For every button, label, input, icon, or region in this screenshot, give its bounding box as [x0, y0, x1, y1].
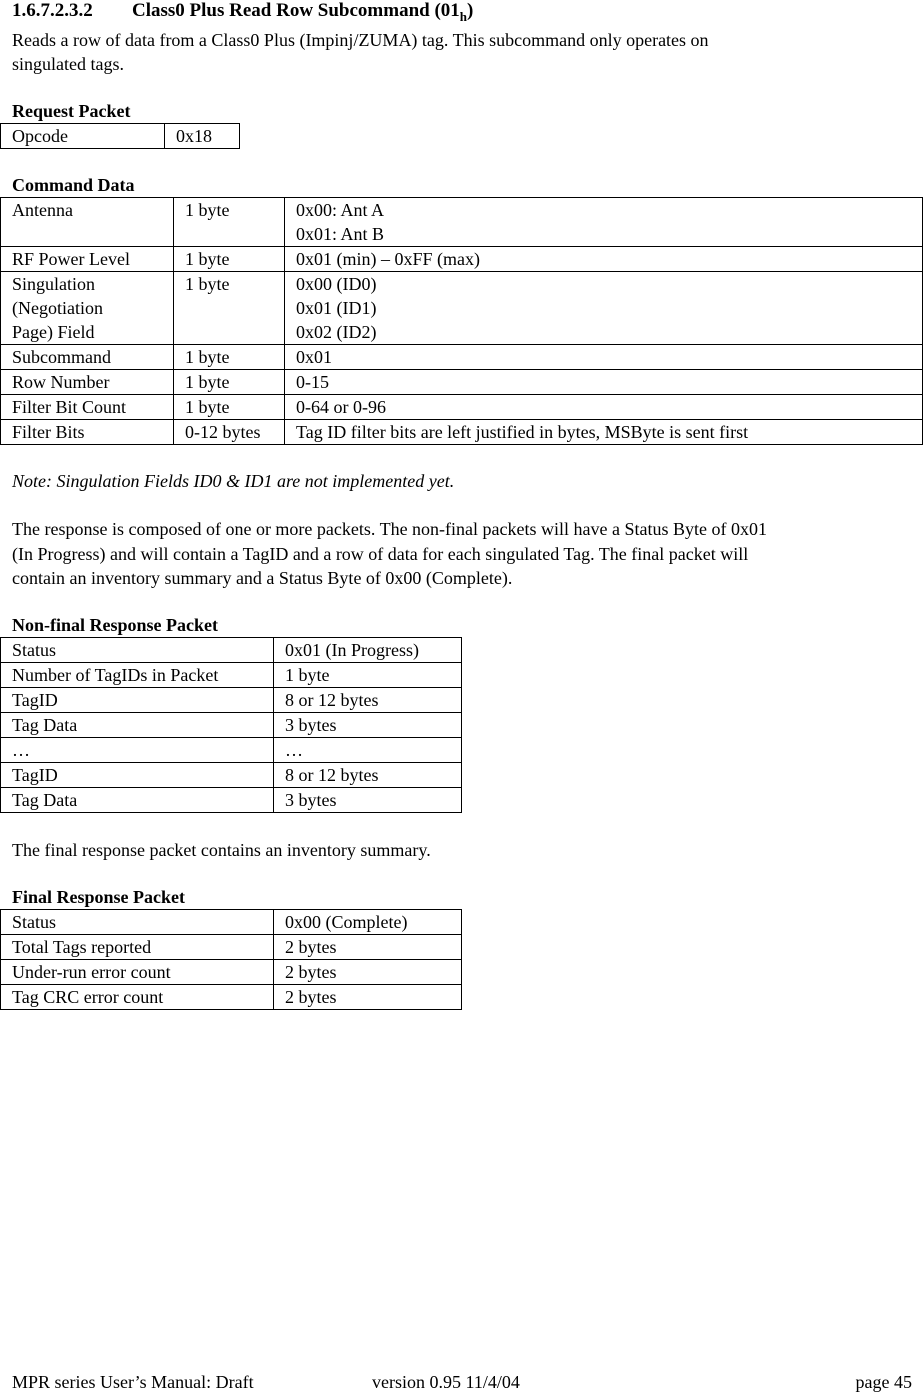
cell-line: Filter Bit Count [12, 397, 127, 417]
cell-line: 0x01: Ant B [296, 224, 385, 244]
cell-line: 0x00: Ant A [296, 200, 385, 220]
intro-line-1: Reads a row of data from a Class0 Plus (Impinj/ZUMA) tag. This subcommand only operates on [12, 30, 709, 50]
nonfinal-packet-table [0, 637, 462, 813]
cell-line: Page) Field [12, 322, 95, 342]
final-response-text: The final response packet contains an inventory summary. [12, 840, 431, 860]
cell-line: Singulation [12, 274, 96, 294]
cell-line: Filter Bits [12, 422, 85, 442]
cell-line: 0x02 (ID2) [296, 322, 377, 342]
cell-line: (Negotiation [12, 298, 103, 318]
table-cell: Total Tags reported [1, 935, 274, 960]
table-row [1, 788, 462, 813]
table-cell: 3 bytes [274, 713, 462, 738]
table-cell [1, 247, 174, 272]
cell-line: 0x00 (ID0) [296, 274, 377, 294]
table-row [1, 935, 462, 960]
cell-line: Tag ID filter bits are left justified in bytes, MSByte is sent first [296, 422, 749, 442]
table-cell: Status [1, 638, 274, 663]
nonfinal-packet-label: Non-final Response Packet [12, 615, 218, 635]
page-footer [12, 1370, 912, 1394]
table-cell [285, 420, 923, 445]
table-cell: 0x00 (Complete) [274, 910, 462, 935]
cell-line: 0x01 [296, 347, 332, 367]
section-title-subscript: h [459, 8, 468, 24]
cell-line: 0-15 [296, 372, 329, 392]
table-cell: 1 byte [174, 395, 285, 420]
footer-manual-title: MPR series User’s Manual: Draft [12, 1372, 254, 1392]
cell-line: 0-64 or 0-96 [296, 397, 386, 417]
cell-line: 0x01 (min) – 0xFF (max) [296, 249, 480, 269]
table-cell [285, 198, 923, 247]
response-text-line-1: The response is composed of one or more packets. The non-final packets will have a Status Byte of 0x01 [12, 519, 767, 539]
response-text-line-2: (In Progress) and will contain a TagID and a row of data for each singulated Tag. The final packet will [12, 544, 749, 564]
table-cell: Tag CRC error count [1, 985, 274, 1010]
table-cell: … [1, 738, 274, 763]
table-cell [285, 395, 923, 420]
table-cell: 1 byte [274, 663, 462, 688]
section-heading [12, 0, 473, 24]
cell-line: Row Number [12, 372, 110, 392]
table-cell: 2 bytes [274, 960, 462, 985]
table-row [1, 272, 923, 345]
table-cell: 0x01 (In Progress) [274, 638, 462, 663]
table-cell: TagID [1, 688, 274, 713]
intro-line-2: singulated tags. [12, 54, 124, 74]
section-title: Class0 Plus Read Row Subcommand (01 [132, 0, 460, 21]
table-cell: 1 byte [174, 198, 285, 247]
table-row [1, 638, 462, 663]
table-cell: 0-12 bytes [174, 420, 285, 445]
section-title-end: ) [467, 0, 474, 21]
table-cell: Status [1, 910, 274, 935]
section-number: 1.6.7.2.3.2 [12, 0, 93, 21]
cell-line: Antenna [12, 200, 73, 220]
table-row [1, 713, 462, 738]
table-cell: 8 or 12 bytes [274, 688, 462, 713]
table-cell [1, 272, 174, 345]
response-text-line-3: contain an inventory summary and a Status Byte of 0x00 (Complete). [12, 568, 513, 588]
footer-version: version 0.95 11/4/04 [372, 1372, 520, 1392]
table-cell: 2 bytes [274, 985, 462, 1010]
table-cell [1, 198, 174, 247]
table-cell: 3 bytes [274, 788, 462, 813]
table-cell: 1 byte [174, 345, 285, 370]
table-cell: Opcode [1, 124, 165, 149]
cell-line: RF Power Level [12, 249, 130, 269]
table-row [1, 738, 462, 763]
table-row [1, 124, 240, 149]
cell-line: 0x01 (ID1) [296, 298, 377, 318]
table-cell [1, 370, 174, 395]
table-row [1, 395, 923, 420]
table-cell: 0x18 [165, 124, 240, 149]
table-row [1, 663, 462, 688]
table-cell: 1 byte [174, 272, 285, 345]
command-data-table [0, 197, 923, 445]
table-cell: … [274, 738, 462, 763]
table-cell [1, 420, 174, 445]
table-cell [285, 345, 923, 370]
table-cell [1, 395, 174, 420]
table-cell: 1 byte [174, 247, 285, 272]
table-row [1, 910, 462, 935]
final-packet-label: Final Response Packet [12, 887, 185, 907]
table-cell: Under-run error count [1, 960, 274, 985]
table-cell [1, 345, 174, 370]
table-row [1, 370, 923, 395]
table-row [1, 247, 923, 272]
table-cell: 1 byte [174, 370, 285, 395]
request-packet-label: Request Packet [12, 101, 131, 121]
table-row [1, 688, 462, 713]
implementation-note: Note: Singulation Fields ID0 & ID1 are not implemented yet. [12, 471, 455, 491]
table-cell: 8 or 12 bytes [274, 763, 462, 788]
table-row [1, 763, 462, 788]
table-cell: Tag Data [1, 788, 274, 813]
table-cell [285, 247, 923, 272]
final-packet-table [0, 909, 462, 1010]
table-cell [285, 370, 923, 395]
table-cell: Number of TagIDs in Packet [1, 663, 274, 688]
command-data-label: Command Data [12, 175, 135, 195]
cell-line: Subcommand [12, 347, 111, 367]
request-packet-table [0, 123, 240, 149]
footer-page-number: page 45 [855, 1372, 912, 1392]
table-cell: TagID [1, 763, 274, 788]
table-cell [285, 272, 923, 345]
table-row [1, 198, 923, 247]
table-cell: Tag Data [1, 713, 274, 738]
table-row [1, 345, 923, 370]
table-row [1, 420, 923, 445]
table-cell: 2 bytes [274, 935, 462, 960]
table-row [1, 985, 462, 1010]
table-row [1, 960, 462, 985]
